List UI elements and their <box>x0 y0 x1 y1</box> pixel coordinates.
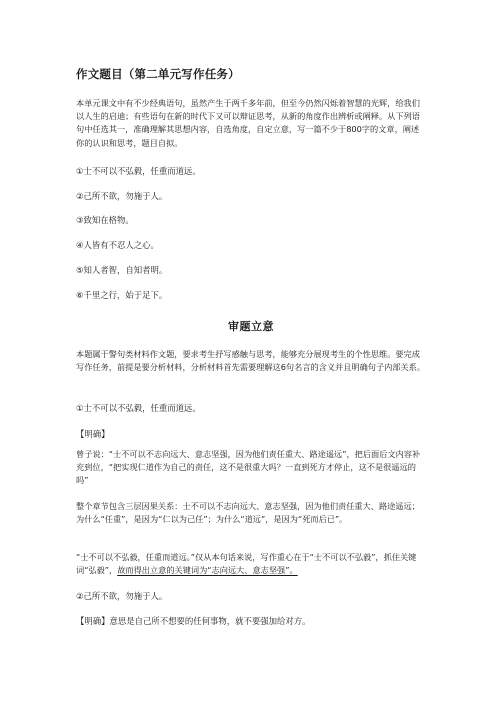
quote-4: ④人皆有不忍人之心。 <box>76 240 159 250</box>
clarify-label: 【明确】 <box>76 429 110 439</box>
section-title: 审题立意 <box>228 320 274 333</box>
quote-3: ③致知在格物。 <box>76 215 134 225</box>
analysis-paragraph-1: 曾子说：“士不可以不志向远大、意志坚强，因为他们责任重大、路途遥远”，把后面后文内容补充到位，“把实现仁道作为自己的责任，这不是很重大吗？一直到死方才停止，这不是很遥远的吗” <box>76 449 421 486</box>
section-intro-paragraph: 本题属于警句类材料作文题，要求考生抒写感触与思考，能够充分展现考生的个性思维。要完成写作任务，前提是要分析材料，分析材料首先需要理解这6句名言的含义并且明确句子内部关系。 <box>76 349 426 373</box>
analysis-paragraph-3-text: “士不可以不弘毅，任重而道远。”仅从本句话来说，写作重心在于“士不可以不弘毅”，抓住关键词“弘毅”， <box>76 552 417 576</box>
analysis-paragraph-3 <box>76 551 426 577</box>
quote-2: ②己所不欲，勿施于人。 <box>76 191 168 201</box>
analysis-paragraph-4: 【明确】意思是自己所不想要的任何事物，就不要强加给对方。 <box>76 616 311 626</box>
key-conclusion-text: 故而得出立意的关键词为“志向远大、意志坚强”。 <box>117 565 298 576</box>
intro-paragraph: 本单元课文中有不少经典语句，虽然产生于两千多年前，但至今仍然闪烁着智慧的光辉，给我们以人生的启迪；有些语句在新的时代下又可以辩证思考，从新的角度作出辨析或阐释。从下列语句中任选其一，准确理解其思想内容，自选角度，自定立意，写一篇不少于800字的文章，阐述你的认识和思考，题目自拟。 <box>76 98 420 148</box>
quote-6: ⑥千里之行，始于足下。 <box>76 290 168 300</box>
analysis-quote-1: ①士不可以不弘毅，任重而道远。 <box>76 403 201 413</box>
analysis-paragraph-2: 整个章节包含三层因果关系：士不可以不志向远大、意志坚强，因为他们责任重大、路途遥远；为什么“任重”，是因为“仁以为己任”；为什么“道远”，是因为“死而后已”。 <box>76 501 420 525</box>
essay-title: 作文题目（第二单元写作任务） <box>76 67 240 81</box>
quote-5: ⑤知人者智，自知者明。 <box>76 265 168 275</box>
quote-1: ①士不可以不弘毅，任重而道远。 <box>76 166 201 176</box>
analysis-quote-2: ②己所不欲，勿施于人。 <box>76 591 168 601</box>
